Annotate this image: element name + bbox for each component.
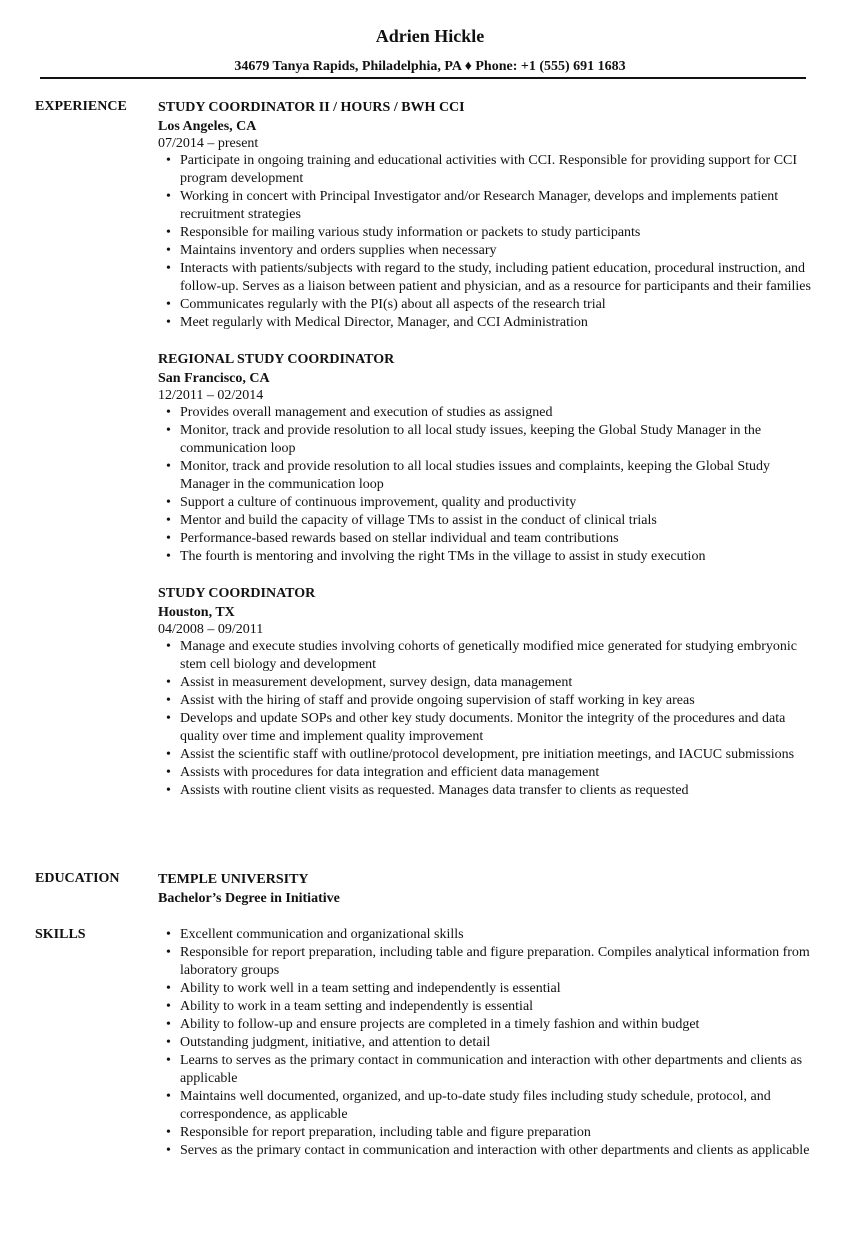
job-location: Los Angeles, CA — [158, 119, 257, 134]
job-title: REGIONAL STUDY COORDINATOR — [158, 352, 395, 367]
skill-item: • Responsible for report preparation, including table and figure preparation — [180, 1124, 818, 1142]
job-dates: 04/2008 – 09/2011 — [158, 622, 264, 637]
skill-item: • Ability to work in a team setting and independently is essential — [180, 998, 818, 1016]
job-bullet: • Monitor, track and provide resolution to all local study issues, keeping the Global Study Manager in the communication loop — [180, 422, 818, 458]
job-bullet: • The fourth is mentoring and involving the right TMs in the village to assist in study execution — [180, 548, 818, 566]
job-bullet: • Assist in measurement development, survey design, data management — [180, 674, 818, 692]
job-bullet: • Working in concert with Principal Investigator and/or Research Manager, develops and implements patient recruitment strategies — [180, 188, 818, 224]
job-bullet: • Assist the scientific staff with outline/protocol development, pre initiation meetings, and IACUC submissions — [180, 746, 818, 764]
job-bullet: • Responsible for mailing various study information or packets to study participants — [180, 224, 818, 242]
skills-body — [158, 926, 818, 1160]
resume-name: Adrien Hickle — [375, 26, 485, 46]
education-degree: Bachelor’s Degree in Initiative — [158, 891, 340, 906]
education-school: TEMPLE UNIVERSITY — [158, 872, 309, 887]
job-location: Houston, TX — [158, 605, 235, 620]
job-bullet: • Maintains inventory and orders supplies when necessary — [180, 242, 818, 260]
job-bullet: • Communicates regularly with the PI(s) about all aspects of the research trial — [180, 296, 818, 314]
skill-item: • Excellent communication and organizational skills — [180, 926, 818, 944]
job-bullet: • Provides overall management and execution of studies as assigned — [180, 404, 818, 422]
skill-item: • Responsible for report preparation, including table and figure preparation. Compiles analytical information from laboratory groups — [180, 944, 818, 980]
job-location: San Francisco, CA — [158, 371, 270, 386]
experience-jobs — [158, 98, 818, 818]
experience-label: EXPERIENCE — [35, 99, 127, 114]
header-divider — [40, 77, 806, 79]
job-bullet: • Mentor and build the capacity of village TMs to assist in the conduct of clinical trials — [180, 512, 818, 530]
job-bullet: • Meet regularly with Medical Director, Manager, and CCI Administration — [180, 314, 818, 332]
skill-item: • Outstanding judgment, initiative, and attention to detail — [180, 1034, 818, 1052]
job-entry — [158, 98, 818, 332]
job-entry — [158, 350, 818, 566]
job-bullet: • Participate in ongoing training and educational activities with CCI. Responsible for providing support for CCI program development — [180, 152, 818, 188]
job-bullet: • Interacts with patients/subjects with regard to the study, including patient education, procedural instruction, and follow-up. Serves as a liaison between patient and physician, and as a resource for participants and their families — [180, 260, 818, 296]
job-title: STUDY COORDINATOR — [158, 586, 316, 601]
skill-item: • Ability to follow-up and ensure projects are completed in a timely fashion and within budget — [180, 1016, 818, 1034]
job-bullets — [158, 152, 818, 332]
job-bullet: • Assists with procedures for data integration and efficient data management — [180, 764, 818, 782]
contact-line: 34679 Tanya Rapids, Philadelphia, PA ♦ Phone: +1 (555) 691 1683 — [234, 59, 626, 74]
skills-list — [158, 926, 818, 1160]
education-body — [158, 870, 818, 908]
skill-item: • Maintains well documented, organized, and up-to-date study files including study schedule, protocol, and correspondence, as applicable — [180, 1088, 818, 1124]
job-bullet: • Assist with the hiring of staff and provide ongoing supervision of staff working in key areas — [180, 692, 818, 710]
job-dates: 07/2014 – present — [158, 136, 259, 151]
education-label: EDUCATION — [35, 871, 120, 886]
skill-item: • Ability to work well in a team setting and independently is essential — [180, 980, 818, 998]
job-bullet: • Monitor, track and provide resolution to all local studies issues and complaints, keeping the Global Study Manager in the communication loop — [180, 458, 818, 494]
job-bullet: • Manage and execute studies involving cohorts of genetically modified mice generated for studying embryonic stem cell biology and development — [180, 638, 818, 674]
skill-item: • Serves as the primary contact in communication and interaction with other departments and clients as applicable — [180, 1142, 818, 1160]
job-bullets — [158, 638, 818, 800]
job-dates: 12/2011 – 02/2014 — [158, 388, 264, 403]
job-bullet: • Assists with routine client visits as requested. Manages data transfer to clients as requested — [180, 782, 818, 800]
job-bullet: • Performance-based rewards based on stellar individual and team contributions — [180, 530, 818, 548]
skill-item: • Learns to serves as the primary contact in communication and interaction with other departments and clients as applicable — [180, 1052, 818, 1088]
job-bullet: • Develops and update SOPs and other key study documents. Monitor the integrity of the procedures and data quality over time and implement quality improvement — [180, 710, 818, 746]
skills-label: SKILLS — [35, 927, 86, 942]
job-title: STUDY COORDINATOR II / HOURS / BWH CCI — [158, 100, 465, 115]
job-entry — [158, 584, 818, 800]
job-bullets — [158, 404, 818, 566]
job-bullet: • Support a culture of continuous improvement, quality and productivity — [180, 494, 818, 512]
